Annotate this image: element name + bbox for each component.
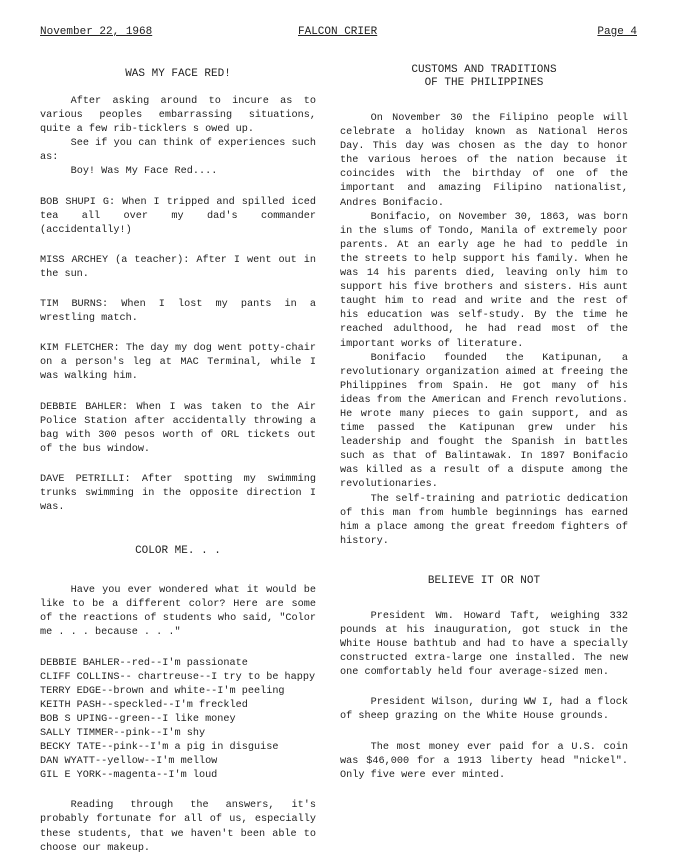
believe-heading: BELIEVE IT OR NOT <box>427 574 541 587</box>
customs-paragraph: On November 30 the Filipino people will celebrate a holiday known as National Heros Day. This day was chosen as the day to honor the various heroes of the nation because it coincides with the birthday of one of the important and amazing Filipino nationalist, Andres Bonifacio. <box>340 113 628 209</box>
list-item: TERRY EDGE--brown and white--I'm peeling <box>40 685 285 697</box>
believe-paragraph: The most money ever paid for a U.S. coin was $46,000 for a 1913 liberty head "nickel". Only five were ever minted. <box>340 741 628 781</box>
face-red-article <box>40 68 316 515</box>
face-red-intro: After asking around to incure as to various peoples embarrassing situations, quite a few rib-ticklers s owed up. <box>40 96 316 136</box>
page-number: Page 4 <box>597 26 637 38</box>
face-red-entry: KIM FLETCHER: The day my dog went potty-chair on a person's leg at MAC Terminal, while I was walking him. <box>40 343 316 383</box>
face-red-entry: TIM BURNS: When I lost my pants in a wrestling match. <box>40 299 316 325</box>
right-column <box>340 62 628 783</box>
customs-heading-line2: OF THE PHILIPPINES <box>424 77 544 89</box>
customs-article <box>340 64 628 549</box>
face-red-entry: BOB SHUPI G: When I tripped and spilled iced tea all over my dad's commander (accidentally!) <box>40 196 316 236</box>
list-item: KEITH PASH--speckled--I'm freckled <box>40 699 248 711</box>
believe-paragraph: President Wilson, during WW I, had a flock of sheep grazing on the White House grounds. <box>340 697 628 723</box>
list-item: DAN WYATT--yellow--I'm mellow <box>40 756 218 768</box>
face-red-tagline: Boy! Was My Face Red.... <box>70 166 218 178</box>
list-item: DEBBIE BAHLER--red--I'm passionate <box>40 657 248 669</box>
color-me-article <box>40 545 316 856</box>
color-me-closing: Reading through the answers, it's probably fortunate for all of us, especially these students, that we haven't been able to choose our makeup. <box>40 800 316 854</box>
left-column <box>40 62 316 856</box>
list-item: CLIFF COLLINS-- chartreuse--I try to be happy <box>40 671 316 683</box>
believe-article <box>340 575 628 783</box>
color-me-heading: COLOR ME. . . <box>135 545 221 558</box>
customs-paragraph: The self-training and patriotic dedication of this man from humble beginnings has earned him a place among the great freedom fighters of history. <box>340 493 628 547</box>
newspaper-title: FALCON CRIER <box>298 26 378 38</box>
face-red-entry: MISS ARCHEY (a teacher): After I went out in the sun. <box>40 254 316 280</box>
list-item: GIL E YORK--magenta--I'm loud <box>40 770 218 782</box>
face-red-invite: See if you can think of experiences such as: <box>40 138 316 164</box>
customs-paragraph: Bonifacio founded the Katipunan, a revolutionary organization aimed at freeing the Philippines from Spain. He got many of his ideas from the American and French revolutions. He wrote many pieces to gain support, and as time passed the Katipunan grew under his leadership and fought the Spanish in battles such as that of Balintawak. In 1897 Bonifacio was killed as a result of a dispute among the revolutionaries. <box>340 352 628 491</box>
issue-date: November 22, 1968 <box>40 26 153 38</box>
customs-paragraph: Bonifacio, on November 30, 1863, was born in the slums of Tondo, Manila of extremely poor parents. At an early age he had to peddle in the streets to help support his family. When he was 14 his parents died, leaving only him to support his five brothers and sisters. His aunt taught him to read and write and the rest of his education was self-study. By the time he reached adulthood, he had read most of the important works of literature. <box>340 211 628 350</box>
color-me-list <box>40 657 316 784</box>
face-red-heading: WAS MY FACE RED! <box>125 68 231 80</box>
customs-heading <box>340 64 628 90</box>
page-header <box>40 26 637 42</box>
list-item: BOB S UPING--green--I like money <box>40 713 236 725</box>
list-item: BECKY TATE--pink--I'm a pig in disguise <box>40 742 279 754</box>
face-red-entry: DEBBIE BAHLER: When I was taken to the Air Police Station after accidentally throwing a bag with 300 pesos worth of ORL tickets out of the bus window. <box>40 401 316 455</box>
customs-heading-line1: CUSTOMS AND TRADITIONS <box>411 64 557 76</box>
face-red-entry: DAVE PETRILLI: After spotting my swimming trunks swimming in the opposite direction I was. <box>40 473 316 514</box>
believe-paragraph: President Wm. Howard Taft, weighing 332 pounds at his inauguration, got stuck in the White House bathtub and had to have a specially constructed extra-large one installed. The new one comfortably held four average-sized men. <box>340 610 628 679</box>
color-me-intro: Have you ever wondered what it would be like to be a different color? Here are some of the reactions of students who said, "Color me . . . because . . ." <box>40 585 316 639</box>
list-item: SALLY TIMMER--pink--I'm shy <box>40 728 206 739</box>
